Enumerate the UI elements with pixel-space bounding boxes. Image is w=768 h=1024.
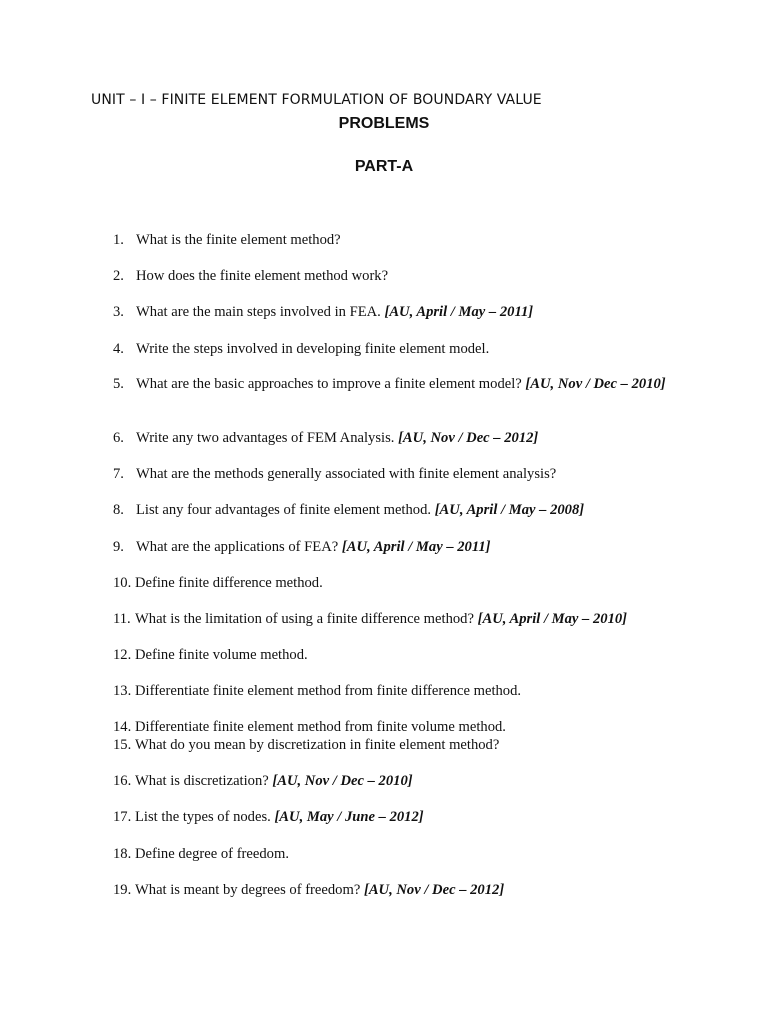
question-text: Write any two advantages of FEM Analysis. bbox=[136, 430, 399, 446]
exam-reference: [AU, Nov / Dec – 2010] bbox=[525, 376, 666, 392]
question-text: List the types of nodes. bbox=[135, 809, 275, 825]
question-item bbox=[113, 610, 680, 628]
question-text: What are the main steps involved in FEA. bbox=[136, 304, 385, 320]
problems-heading: PROBLEMS bbox=[338, 115, 430, 132]
question-number: 17. bbox=[113, 809, 132, 825]
question-number: 16. bbox=[113, 773, 132, 789]
question-number: 5. bbox=[113, 376, 124, 392]
question-number: 7. bbox=[113, 466, 124, 482]
question-item bbox=[113, 375, 680, 393]
question-number: 2. bbox=[113, 268, 124, 284]
question-item bbox=[113, 340, 680, 358]
question-item bbox=[113, 231, 680, 249]
question-text: What is discretization? bbox=[135, 773, 273, 789]
question-number: 9. bbox=[113, 539, 124, 555]
question-text: What is the limitation of using a finite difference method? bbox=[135, 611, 478, 627]
unit-title: UNIT – I – FINITE ELEMENT FORMULATION OF BOUNDARY VALUE bbox=[91, 92, 542, 108]
exam-reference: [AU, April / May – 2011] bbox=[384, 304, 534, 320]
question-item bbox=[113, 881, 680, 899]
question-item bbox=[113, 808, 680, 826]
exam-reference: [AU, April / May – 2010] bbox=[477, 611, 628, 627]
exam-reference: [AU, April / May – 2011] bbox=[341, 539, 491, 555]
question-item bbox=[113, 303, 680, 321]
question-text: What are the applications of FEA? bbox=[136, 539, 342, 555]
question-number: 4. bbox=[113, 341, 124, 357]
question-number: 13. bbox=[113, 683, 132, 699]
question-text: List any four advantages of finite element method. bbox=[136, 502, 435, 518]
question-number: 15. bbox=[113, 737, 132, 753]
part-a-heading: PART-A bbox=[354, 158, 414, 175]
question-item bbox=[113, 465, 680, 483]
question-text: Define finite difference method. bbox=[135, 575, 323, 591]
question-number: 14. bbox=[113, 719, 132, 735]
question-text: What is the finite element method? bbox=[136, 232, 341, 248]
question-number: 12. bbox=[113, 647, 132, 663]
question-text: Differentiate finite element method from finite difference method. bbox=[135, 683, 522, 699]
question-item bbox=[113, 772, 680, 790]
exam-reference: [AU, May / June – 2012] bbox=[274, 809, 424, 825]
question-text: How does the finite element method work? bbox=[136, 268, 389, 284]
exam-reference: [AU, Nov / Dec – 2012] bbox=[398, 430, 539, 446]
question-number: 18. bbox=[113, 846, 132, 862]
question-text: Define degree of freedom. bbox=[135, 846, 289, 862]
exam-reference: [AU, Nov / Dec – 2010] bbox=[272, 773, 413, 789]
exam-reference: [AU, April / May – 2008] bbox=[434, 502, 585, 518]
question-number: 11. bbox=[113, 611, 131, 627]
question-item bbox=[113, 574, 680, 592]
question-number: 1. bbox=[113, 232, 124, 248]
question-number: 10. bbox=[113, 575, 132, 591]
question-item bbox=[113, 501, 680, 519]
question-text: What is meant by degrees of freedom? bbox=[135, 882, 364, 898]
question-item bbox=[113, 736, 680, 754]
question-item bbox=[113, 646, 680, 664]
exam-reference: [AU, Nov / Dec – 2012] bbox=[363, 882, 505, 898]
question-text: What do you mean by discretization in finite element method? bbox=[135, 737, 500, 753]
question-number: 8. bbox=[113, 502, 124, 518]
question-item bbox=[113, 267, 680, 285]
question-text: Differentiate finite element method from finite volume method. bbox=[135, 719, 506, 735]
question-item bbox=[113, 718, 680, 736]
question-item bbox=[113, 682, 680, 700]
question-number: 3. bbox=[113, 304, 124, 320]
question-number: 6. bbox=[113, 430, 124, 446]
question-text: Write the steps involved in developing finite element model. bbox=[136, 341, 490, 357]
question-text: What are the basic approaches to improve a finite element model? bbox=[136, 376, 526, 392]
question-item bbox=[113, 429, 680, 447]
question-item bbox=[113, 845, 680, 863]
question-text: Define finite volume method. bbox=[135, 647, 308, 663]
question-number: 19. bbox=[113, 882, 132, 898]
question-item bbox=[113, 538, 680, 556]
question-text: What are the methods generally associated with finite element analysis? bbox=[136, 466, 557, 482]
